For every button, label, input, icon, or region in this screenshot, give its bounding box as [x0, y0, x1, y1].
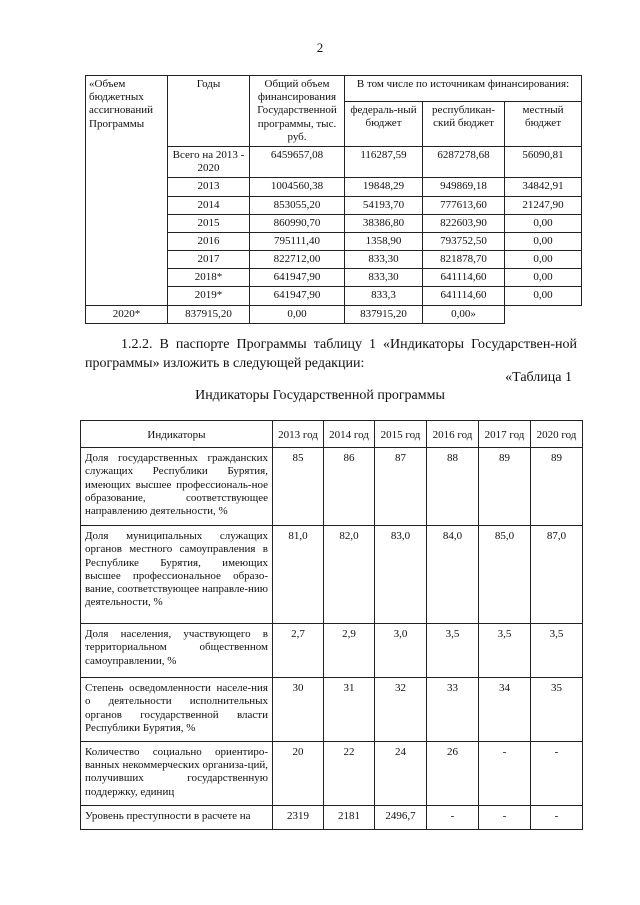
- indicator-value: 30: [273, 678, 324, 742]
- total-cell: 853055,20: [250, 196, 345, 214]
- total-cell: 6459657,08: [250, 146, 345, 177]
- indicator-value: 34: [479, 678, 531, 742]
- indicator-value: 82,0: [324, 526, 375, 624]
- table-reference: «Таблица 1: [505, 370, 572, 385]
- table-row: [81, 741, 583, 805]
- indicator-value: 3,5: [427, 624, 479, 678]
- local-cell: 0,00: [505, 287, 582, 305]
- indicator-value: 87: [375, 448, 427, 526]
- year-header: 2015 год: [375, 421, 427, 448]
- sources-header: В том числе по источникам финансирования:: [345, 76, 582, 102]
- local-cell: 0,00: [505, 269, 582, 287]
- indicator-value: 3,5: [531, 624, 583, 678]
- republic-cell: 6287278,68: [423, 146, 505, 177]
- federal-cell: 0,00: [250, 305, 345, 323]
- indicator-value: 22: [324, 741, 375, 805]
- indicator-name: Доля населения, участвующего в территориальном общественном самоуправлении, %: [81, 624, 273, 678]
- local-header: местный бюджет: [505, 102, 582, 147]
- indicator-name: Количество социально ориентиро-ванных некоммерческих организа-ций, получивших государственную поддержку, единиц: [81, 741, 273, 805]
- total-header: Общий объем финансирования Государственной программы, тыс. руб.: [250, 76, 345, 147]
- indicator-value: 87,0: [531, 526, 583, 624]
- indicator-value: 89: [479, 448, 531, 526]
- table-row: [86, 305, 582, 323]
- total-cell: 837915,20: [168, 305, 250, 323]
- indicator-name: Уровень преступности в расчете на: [81, 805, 273, 829]
- indicator-value: 84,0: [427, 526, 479, 624]
- republic-cell: 821878,70: [423, 251, 505, 269]
- total-cell: 641947,90: [250, 269, 345, 287]
- year-header: 2013 год: [273, 421, 324, 448]
- table-row: [81, 448, 583, 526]
- indicator-value: 3,5: [479, 624, 531, 678]
- year-cell: 2013: [168, 178, 250, 196]
- indicator-name: Доля муниципальных служащих органов местного самоуправления в Республике Бурятия, имеющих высшее профессиональное образо-вание, соответствующее направле-нию деятельности, %: [81, 526, 273, 624]
- local-cell: 0,00: [505, 251, 582, 269]
- indicator-value: -: [427, 805, 479, 829]
- total-cell: 860990,70: [250, 214, 345, 232]
- indicator-value: -: [479, 805, 531, 829]
- indicator-value: 35: [531, 678, 583, 742]
- year-cell: 2018*: [168, 269, 250, 287]
- table-title: Индикаторы Государственной программы: [195, 388, 445, 403]
- indicator-value: 2496,7: [375, 805, 427, 829]
- indicator-value: 2,7: [273, 624, 324, 678]
- financing-header-row: [86, 76, 582, 102]
- indicator-value: 2181: [324, 805, 375, 829]
- total-cell: 795111,40: [250, 232, 345, 250]
- year-cell: 2015: [168, 214, 250, 232]
- local-cell: 0,00»: [423, 305, 505, 323]
- indicator-value: 88: [427, 448, 479, 526]
- federal-cell: 54193,70: [345, 196, 423, 214]
- republic-cell: 949869,18: [423, 178, 505, 196]
- financing-table: [85, 75, 582, 324]
- republic-cell: 641114,60: [423, 269, 505, 287]
- local-cell: 56090,81: [505, 146, 582, 177]
- indicator-value: 3,0: [375, 624, 427, 678]
- federal-cell: 19848,29: [345, 178, 423, 196]
- indicator-value: -: [531, 741, 583, 805]
- indicator-name: Степень осведомленности населе-ния о деятельности исполнительных органов государственной власти Республики Бурятия, %: [81, 678, 273, 742]
- year-cell: 2016: [168, 232, 250, 250]
- year-cell: 2020*: [86, 305, 168, 323]
- indicators-table: [80, 420, 583, 830]
- republic-cell: 641114,60: [423, 287, 505, 305]
- year-cell: 2014: [168, 196, 250, 214]
- financing-label-cell: «Объем бюджетных ассигнований Программы: [86, 76, 168, 306]
- indicator-value: 20: [273, 741, 324, 805]
- indicator-value: -: [479, 741, 531, 805]
- republic-cell: 837915,20: [345, 305, 423, 323]
- federal-header: федераль-ный бюджет: [345, 102, 423, 147]
- total-cell: 1004560,38: [250, 178, 345, 196]
- year-header: 2017 год: [479, 421, 531, 448]
- table-row: [81, 624, 583, 678]
- indicator-value: 81,0: [273, 526, 324, 624]
- federal-cell: 1358,90: [345, 232, 423, 250]
- federal-cell: 833,30: [345, 251, 423, 269]
- local-cell: 0,00: [505, 232, 582, 250]
- indicator-value: 89: [531, 448, 583, 526]
- republic-cell: 777613,60: [423, 196, 505, 214]
- republic-cell: 793752,50: [423, 232, 505, 250]
- total-cell: 641947,90: [250, 287, 345, 305]
- indicators-header-row: [81, 421, 583, 448]
- indicator-value: 85: [273, 448, 324, 526]
- local-cell: 0,00: [505, 214, 582, 232]
- year-cell: 2017: [168, 251, 250, 269]
- amendment-paragraph: 1.2.2. В паспорте Программы таблицу 1 «Индикаторы Государствен-ной программы» изложить в следующей редакции:: [85, 337, 577, 371]
- republic-header: республикан-ский бюджет: [423, 102, 505, 147]
- page-number: 2: [316, 40, 324, 55]
- federal-cell: 38386,80: [345, 214, 423, 232]
- local-cell: 34842,91: [505, 178, 582, 196]
- indicator-value: 2,9: [324, 624, 375, 678]
- federal-cell: 116287,59: [345, 146, 423, 177]
- years-header: Годы: [168, 76, 250, 147]
- indicators-header: Индикаторы: [81, 421, 273, 448]
- indicator-value: 2319: [273, 805, 324, 829]
- table-row: [81, 678, 583, 742]
- indicator-value: 32: [375, 678, 427, 742]
- indicator-value: 33: [427, 678, 479, 742]
- republic-cell: 822603,90: [423, 214, 505, 232]
- year-header: 2014 год: [324, 421, 375, 448]
- table-row: [81, 805, 583, 829]
- year-header: 2020 год: [531, 421, 583, 448]
- total-cell: 822712,00: [250, 251, 345, 269]
- indicator-value: 26: [427, 741, 479, 805]
- indicator-value: 31: [324, 678, 375, 742]
- year-cell: Всего на 2013 - 2020: [168, 146, 250, 177]
- year-cell: 2019*: [168, 287, 250, 305]
- indicator-value: 86: [324, 448, 375, 526]
- local-cell: 21247,90: [505, 196, 582, 214]
- indicator-value: -: [531, 805, 583, 829]
- indicator-name: Доля государственных гражданских служащих Республики Бурятия, имеющих высшее профессиональ-ное образование, соответствующее направлению деятельности, %: [81, 448, 273, 526]
- indicator-value: 24: [375, 741, 427, 805]
- indicator-value: 83,0: [375, 526, 427, 624]
- federal-cell: 833,3: [345, 287, 423, 305]
- indicator-value: 85,0: [479, 526, 531, 624]
- federal-cell: 833,30: [345, 269, 423, 287]
- table-row: [81, 526, 583, 624]
- year-header: 2016 год: [427, 421, 479, 448]
